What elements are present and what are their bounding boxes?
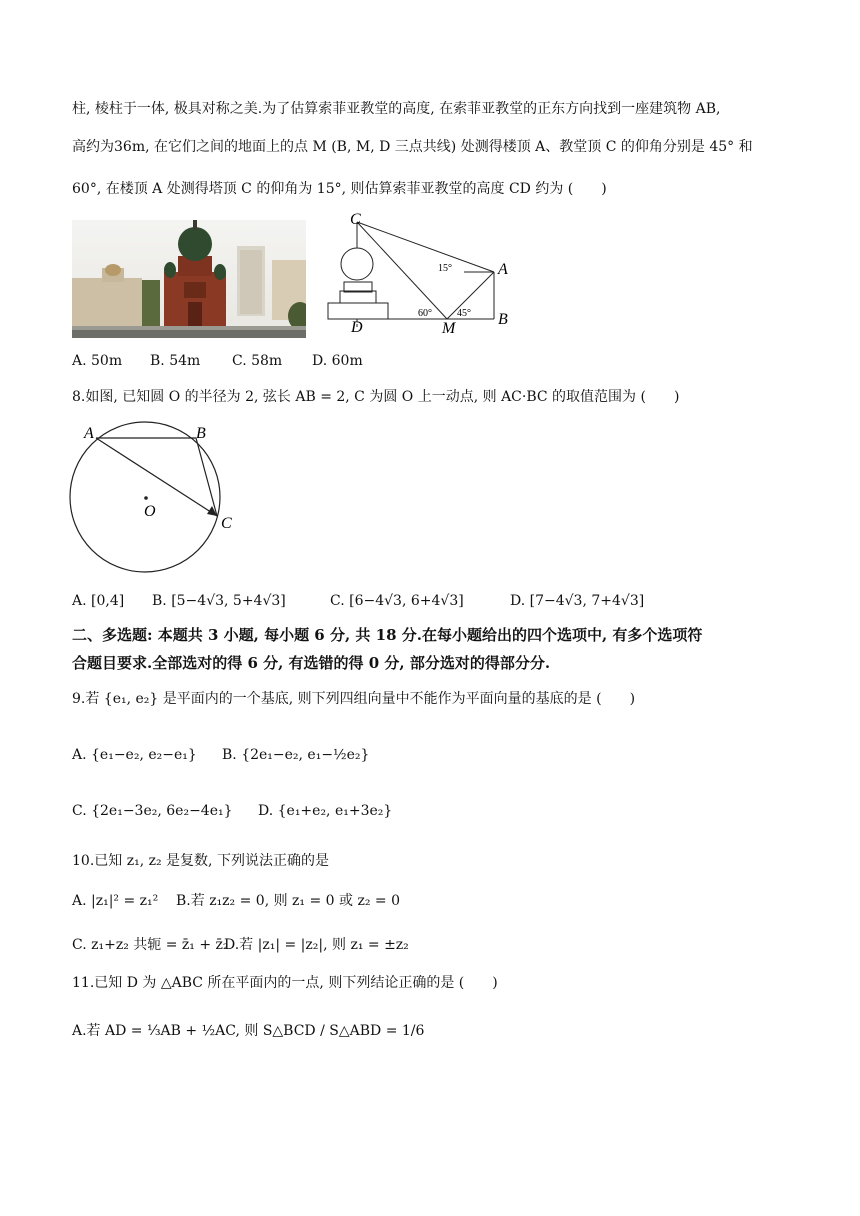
q8-option-a[interactable]: A. [0,4]: [72, 593, 125, 609]
q11-stem-text: 11.已知 D 为 △ABC 所在平面内的一点, 则下列结论正确的是 ( ): [72, 975, 498, 991]
q8-stem: [72, 386, 800, 408]
section2-line2-text: 合题目要求.全部选对的得 6 分, 有选错的得 0 分, 部分选对的得部分分.: [72, 654, 551, 672]
q11-option-a[interactable]: A.若 AD = ⅓AB + ½AC, 则 S△BCD / S△ABD = 1/6: [72, 1023, 425, 1039]
label-B: B: [196, 425, 206, 442]
q11-stem: [72, 972, 800, 994]
label-O: O: [144, 503, 156, 520]
q7-line1: [72, 98, 800, 120]
q8-circle-figure: [66, 420, 246, 580]
q7-line2: [72, 136, 800, 158]
q7-geometry-figure: [326, 211, 516, 337]
q9-stem: [72, 688, 800, 710]
q9-option-c[interactable]: C. {2e₁−3e₂, 6e₂−4e₁}: [72, 803, 233, 819]
q7-line3-text: 60°, 在楼顶 A 处测得塔顶 C 的仰角为 15°, 则估算索菲亚教堂的高度 CD 约为 ( ): [72, 181, 607, 197]
q8-option-d[interactable]: D. [7−4√3, 7+4√3]: [510, 593, 645, 609]
label-B: B: [498, 311, 508, 328]
section2-line2: [72, 652, 800, 674]
label-angle60: 60°: [418, 308, 432, 319]
q8-option-c[interactable]: C. [6−4√3, 6+4√3]: [330, 593, 464, 609]
label-angle15: 15°: [438, 263, 452, 274]
q9-option-d[interactable]: D. {e₁+e₂, e₁+3e₂}: [258, 803, 393, 819]
q8-option-b[interactable]: B. [5−4√3, 5+4√3]: [152, 593, 286, 609]
q7-line2-text: 高约为36m, 在它们之间的地面上的点 M (B, M, D 三点共线) 处测得楼顶 A、教堂顶 C 的仰角分别是 45° 和: [72, 139, 753, 155]
q7-line1-text: 柱, 棱柱于一体, 极具对称之美.为了估算索菲亚教堂的高度, 在索菲亚教堂的正东方向找到一座建筑物 AB,: [72, 101, 721, 117]
q9-option-a[interactable]: A. {e₁−e₂, e₂−e₁}: [72, 747, 197, 763]
label-C: C: [350, 211, 361, 228]
q7-option-a[interactable]: A. 50m: [72, 353, 123, 369]
q7-option-b[interactable]: B. 54m: [150, 353, 201, 369]
label-A: A: [498, 261, 508, 278]
label-M: M: [442, 320, 456, 337]
label-D: D: [351, 319, 363, 336]
q10-option-d[interactable]: D.若 |z₁| = |z₂|, 则 z₁ = ±z₂: [224, 937, 409, 953]
q10-option-b[interactable]: B.若 z₁z₂ = 0, 则 z₁ = 0 或 z₂ = 0: [176, 893, 401, 909]
cathedral-photo: [72, 220, 306, 338]
q7-option-d[interactable]: D. 60m: [312, 353, 363, 369]
label-C: C: [221, 515, 232, 532]
label-angle45: 45°: [457, 308, 471, 319]
q10-stem-text: 10.已知 z₁, z₂ 是复数, 下列说法正确的是: [72, 853, 329, 869]
q7-option-c[interactable]: C. 58m: [232, 353, 283, 369]
label-A: A: [84, 425, 94, 442]
q10-option-c[interactable]: C. z₁+z₂ 共轭 = z̄₁ + z̄₂: [72, 937, 229, 953]
q7-line3: [72, 178, 800, 200]
section2-line1: [72, 624, 800, 646]
q10-stem: [72, 850, 800, 872]
section2-line1-text: 二、多选题: 本题共 3 小题, 每小题 6 分, 共 18 分.在每小题给出的四个选项中, 有多个选项符: [72, 626, 703, 644]
q9-stem-text: 9.若 {e₁, e₂} 是平面内的一个基底, 则下列四组向量中不能作为平面向量的基底的是 ( ): [72, 691, 636, 707]
q8-stem-text: 8.如图, 已知圆 O 的半径为 2, 弦长 AB = 2, C 为圆 O 上一动点, 则 AC·BC 的取值范围为 ( ): [72, 389, 680, 405]
q10-option-a[interactable]: A. |z₁|² = z₁²: [72, 893, 159, 909]
q9-option-b[interactable]: B. {2e₁−e₂, e₁−½e₂}: [222, 747, 370, 763]
